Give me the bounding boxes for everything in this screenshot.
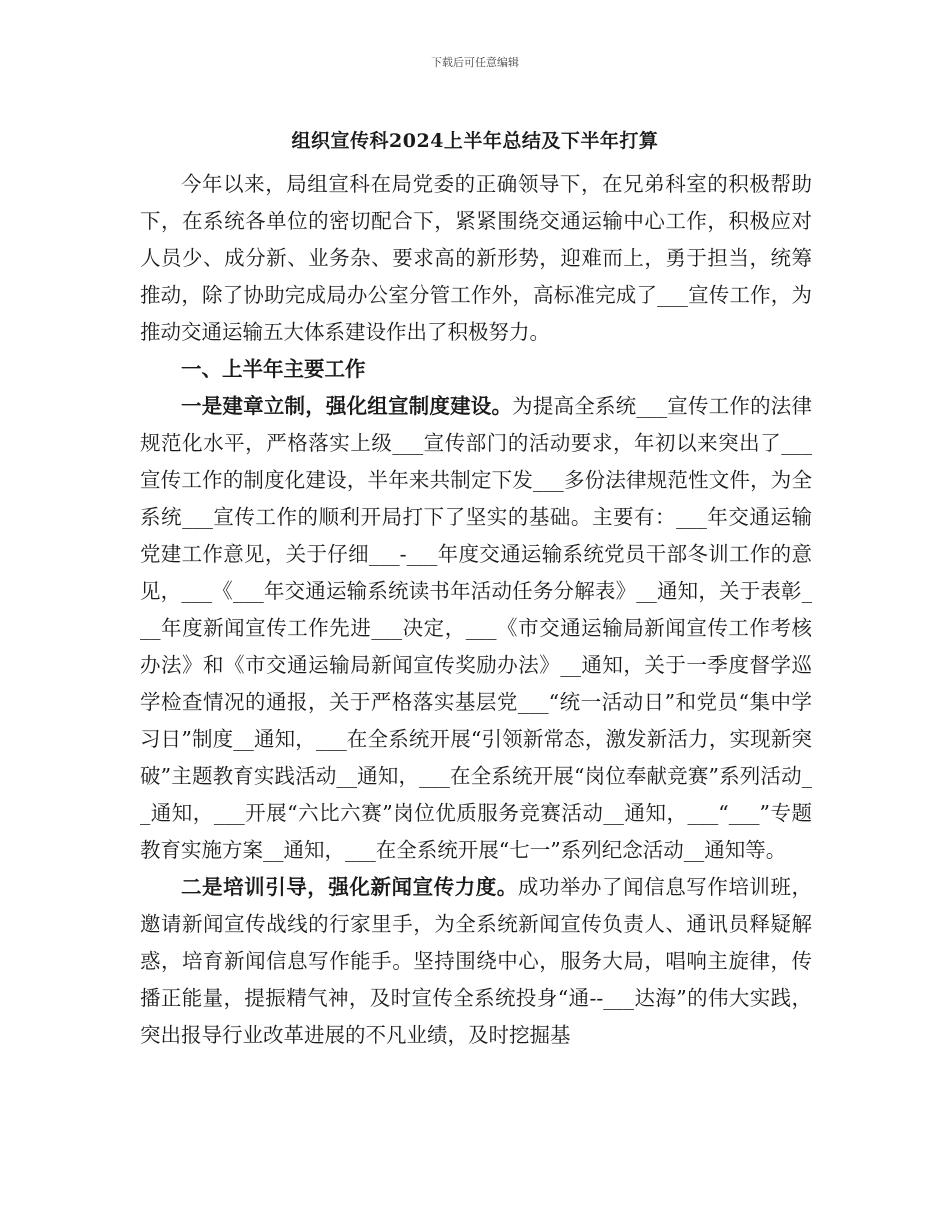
section-heading: 一、上半年主要工作: [181, 357, 366, 381]
work-item-1-lead: 一是建章立制，强化组宣制度建设。: [181, 394, 513, 418]
document-body: [140, 166, 812, 1054]
work-item-1: [140, 388, 812, 869]
page-title: 组织宣传科2024上半年总结及下半年打算: [291, 130, 659, 152]
work-item-2-text: 成功举办了闻信息写作培训班，邀请新闻宣传战线的行家里手，为全系统新闻宣传负责人、通讯员释疑解惑，培育新闻信息写作能手。坚持围绕中心，服务大局，唱响主旋律，传播正能量，提振精气神，及时宣传全系统投身“通--___达海”的伟大实践，突出报导行业改革进展的不凡业绩，及时挖掘基: [140, 875, 812, 1047]
work-item-2: [140, 869, 812, 1054]
download-note: 下载后可任意编辑: [431, 56, 519, 69]
work-item-1-text: 为提高全系统___宣传工作的法律规范化水平，严格落实上级___宣传部门的活动要求，年初以来突出了___宣传工作的制度化建设，半年来共制定下发___多份法律规范性文件，为全系统___宣传工作的顺利开局打下了坚实的基础。主要有：___年交通运输党建工作意见，关于仔细___-___年度交通运输系统党员干部冬训工作的意见，___《___年交通运输系统读书年活动任务分解表》__通知，关于表彰___年度新闻宣传工作先进___决定，___《市交通运输局新闻宣传工作考核办法》和《市交通运输局新闻宣传奖励办法》__通知，关于一季度督学巡学检查情况的通报，关于严格落实基层党___“统一活动日”和党员“集中学习日”制度__通知，___在全系统开展“引领新常态，激发新活力，实现新突破”主题教育实践活动__通知，___在全系统开展“岗位奉献竞赛”系列活动__通知，___开展“六比六赛”岗位优质服务竞赛活动__通知，___“___”专题教育实施方案__通知，___在全系统开展“七一”系列纪念活动__通知等。: [140, 394, 812, 862]
work-item-2-lead: 二是培训引导，强化新闻宣传力度。: [181, 875, 518, 899]
intro-paragraph: 今年以来，局组宣科在局党委的正确领导下，在兄弟科室的积极帮助下，在系统各单位的密切配合下，紧紧围绕交通运输中心工作，积极应对人员少、成分新、业务杂、要求高的新形势，迎难而上，勇于担当，统筹推动，除了协助完成局办公室分管工作外，高标准完成了___宣传工作，为推动交通运输五大体系建设作出了积极努力。: [140, 172, 812, 344]
